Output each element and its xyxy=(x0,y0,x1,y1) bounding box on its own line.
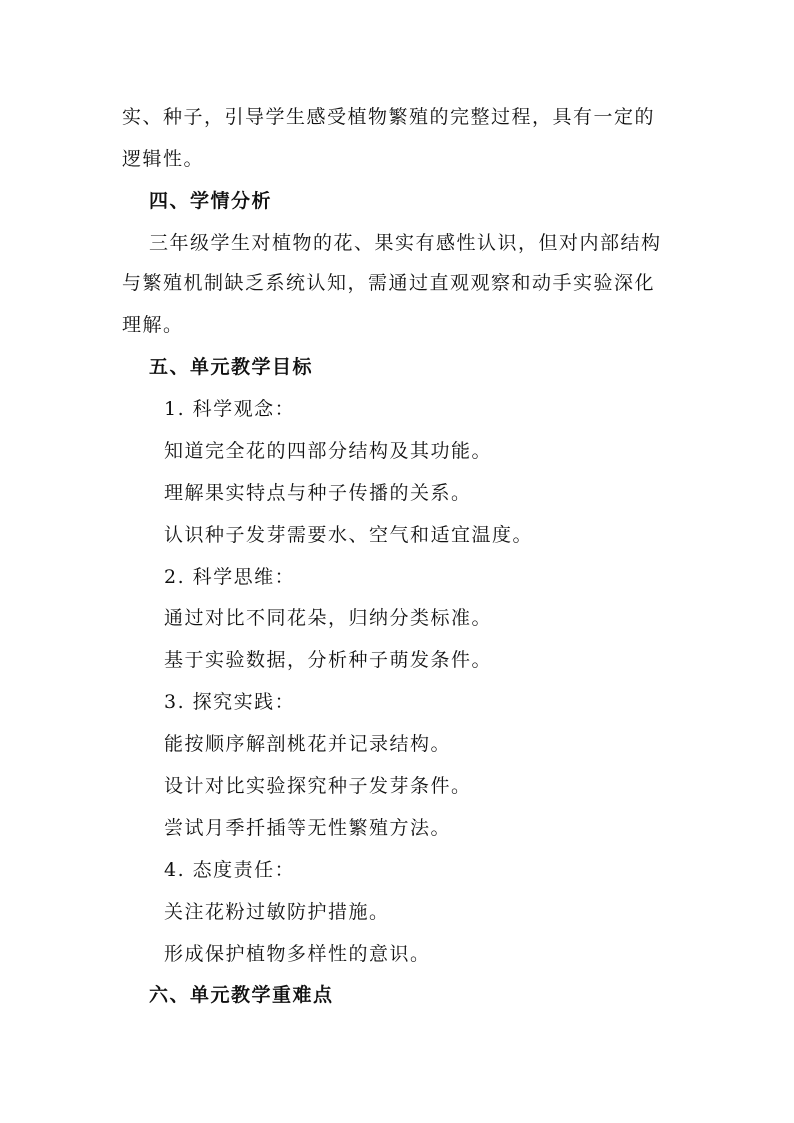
goal-item: 形成保护植物多样性的意识。 xyxy=(164,943,431,965)
goal-item: 认识种子发芽需要水、空气和适宜温度。 xyxy=(164,524,534,546)
paragraph-line: 三年级学生对植物的花、果实有感性认识，但对内部结构 xyxy=(149,232,662,254)
paragraph-line: 实、种子，引导学生感受植物繁殖的完整过程，具有一定的 xyxy=(122,106,656,128)
goal-item: 设计对比实验探究种子发芽条件。 xyxy=(164,775,472,797)
goal-item: 基于实验数据，分析种子萌发条件。 xyxy=(164,649,493,671)
goal-item: 理解果实特点与种子传播的关系。 xyxy=(164,482,472,504)
goal-group-title: 4. 态度责任： xyxy=(164,859,296,881)
goal-item: 关注花粉过敏防护措施。 xyxy=(164,901,390,923)
section-heading-teaching-goals: 五、单元教学目标 xyxy=(149,356,314,378)
paragraph-line: 理解。 xyxy=(122,314,184,336)
paragraph-line: 与繁殖机制缺乏系统认知，需通过直观观察和动手实验深化 xyxy=(122,272,656,294)
goal-group-title: 1. 科学观念： xyxy=(164,398,296,420)
section-heading-learner-analysis: 四、学情分析 xyxy=(149,190,273,212)
goal-item: 知道完全花的四部分结构及其功能。 xyxy=(164,440,493,462)
goal-group-title: 3. 探究实践： xyxy=(164,691,296,713)
section-heading-key-points: 六、单元教学重难点 xyxy=(149,984,334,1006)
goal-item: 能按顺序解剖桃花并记录结构。 xyxy=(164,733,452,755)
paragraph-line: 逻辑性。 xyxy=(122,148,205,170)
goal-group-title: 2. 科学思维： xyxy=(164,566,296,588)
goal-item: 通过对比不同花朵，归纳分类标准。 xyxy=(164,607,493,629)
goal-item: 尝试月季扦插等无性繁殖方法。 xyxy=(164,817,452,839)
